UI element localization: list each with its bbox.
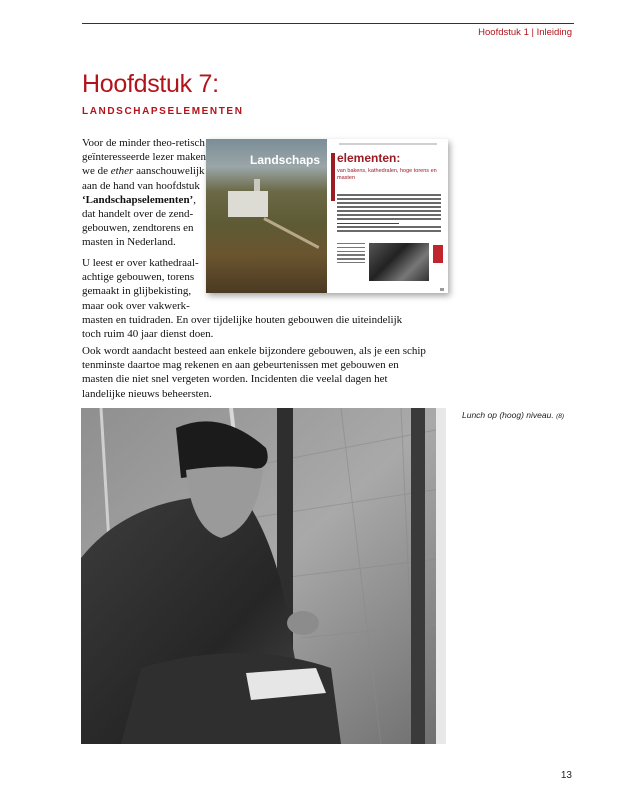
spread-deck: van bakens, kathedralen, hoge torens en masten [337,168,437,181]
intro-text-b: aanschouwelijk aan de hand van hoofdstuk [82,165,205,192]
paragraph-three: Ook wordt aandacht besteed aan enkele bijzondere gebouwen, als je een schip tenminste daartoe mag rekenen en aan gebeurtenissen met gebouwen en masten die niet snel vergeten worden. Incidenten die veelal dagen het landelijke nieuws beheersten. [82,345,426,400]
spread-left-word: Landschaps [250,153,321,167]
paragraph-two-narrow: U leest er over kathedraal-achtige gebouwen, torens gemaakt in glijbekisting, maar ook over vakwerk- [82,257,199,312]
paragraph-two [82,256,422,341]
spread-text-lines [337,194,441,234]
photo-caption [462,410,564,420]
running-head: Hoofdstuk 1 | Inleiding [478,27,572,38]
caption-reference: (8) [556,413,565,420]
top-rule [82,23,574,24]
spread-folio [440,288,444,291]
caption-text: Lunch op (hoog) niveau. [462,410,554,420]
intro-emphasis: ether [110,165,134,178]
chapter-subtitle: LANDSCHAPSELEMENTEN [82,106,244,117]
intro-text-c: , dat handelt over de zend-gebouwen, zendtorens en masten in Nederland. [82,193,196,249]
intro-paragraph [82,136,206,250]
intro-strong: ‘Landschapselementen’ [82,193,194,206]
paragraph-two-rest: masten en tuidraden. En over tijdelijke houten gebouwen die uiteindelijk toch ruim 40 jaar dienst doen. [82,313,403,341]
intro-text-a: Voor de minder theo-retisch geïnteresseerde lezer maken we de [82,137,206,178]
spread-right-word: elementen: [337,151,401,165]
page-number: 13 [560,770,572,781]
spread-red-block [433,245,443,263]
spread-running-line [339,143,437,145]
chapter-title: Hoofdstuk 7: [82,70,219,98]
road-shape [263,217,319,249]
man-on-mast-photo [81,408,446,744]
spread-red-bar [331,153,335,201]
building-shape [228,191,268,217]
